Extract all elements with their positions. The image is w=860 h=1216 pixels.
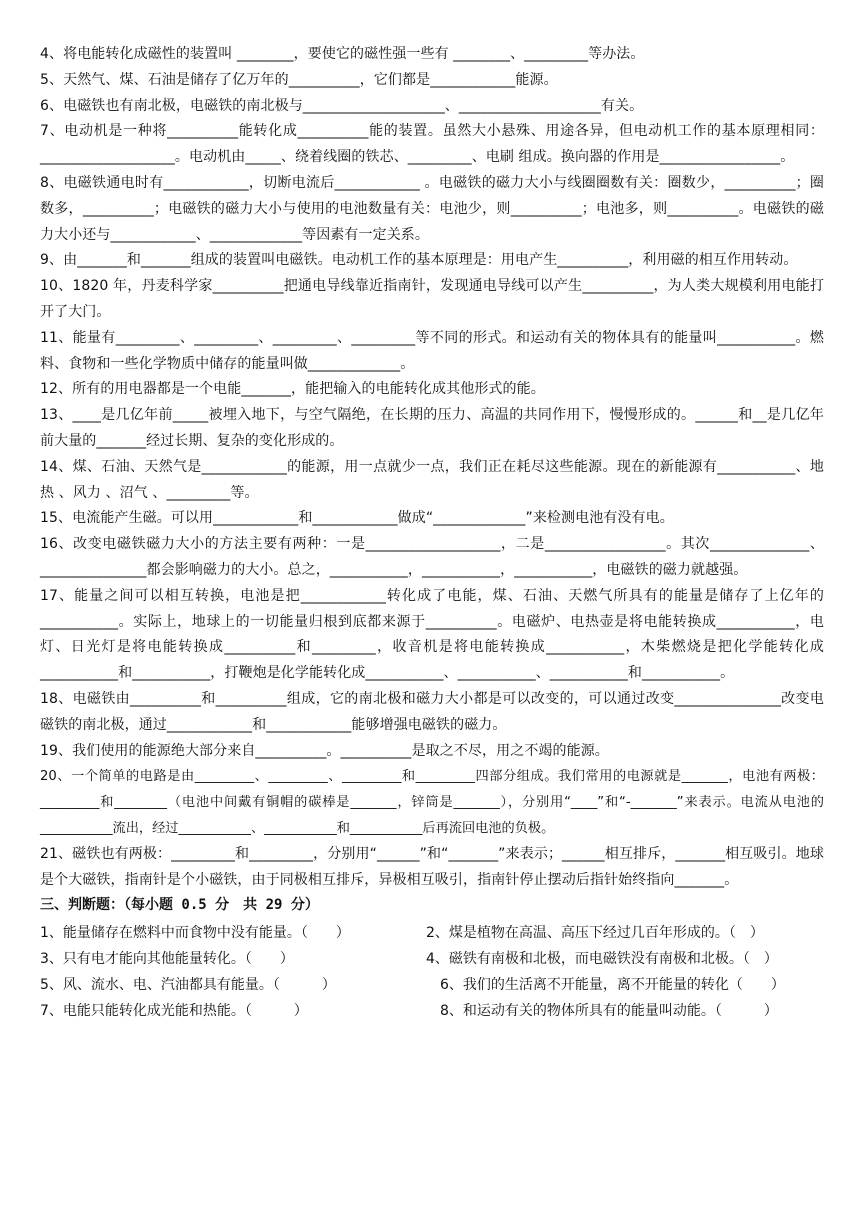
judgment-item: 2、煤是植物在高温、高压下经过几百年形成的。（ ） <box>426 925 764 942</box>
question-15: 15、电流能产生磁。可以用____________和____________做成“_____________”来检测电池有没有电。 <box>40 510 674 527</box>
question-14: 14、煤、石油、天然气是____________的能源，用一点就少一点，我们正在耗尽这些能源。现在的新能源有___________、地热 、风力 、沼气 、_________等。 <box>40 458 824 501</box>
judgment-item: 4、磁铁有南极和北极，而电磁铁没有南极和北极。（ ） <box>426 951 778 968</box>
question-6: 6、电磁铁也有南北极，电磁铁的南北极与____________________、____________________有关。 <box>40 97 644 114</box>
question-10: 10、1820 年，丹麦科学家__________把通电导线靠近指南针，发现通电导线可以产生__________，为人类大规模利用电能打开了大门。 <box>40 278 824 320</box>
question-4: 4、将电能转化成磁性的装置叫 ________，要使它的磁性强一些有 ________、_________等办法。 <box>40 46 645 62</box>
judgment-row <box>40 971 824 997</box>
worksheet-page <box>40 42 824 1023</box>
judgment-item: 6、我们的生活离不开能量，离不开能量的转化（ ） <box>426 977 785 994</box>
question-16: 16、改变电磁铁磁力大小的方法主要有两种：一是___________________，二是_________________。其次______________、_______________都会影响磁力的大小。总之，___________，___________，___________，电磁铁的磁力就越强。 <box>40 536 824 578</box>
question-11: 11、能量有_________、_________、_________、_________等不同的形式。和运动有关的物体具有的能量叫___________。燃料、食物和一些化学物质中储存的能量叫做_____________。 <box>40 329 824 372</box>
judgment-row <box>40 919 824 945</box>
question-12: 12、所有的用电器都是一个电能_______，能把输入的电能转化成其他形式的能。 <box>40 381 545 398</box>
judgment-item: 1、能量储存在燃料中而食物中没有能量。（ ） <box>40 925 350 942</box>
judgment-item: 3、只有电才能向其他能量转化。（ ） <box>40 951 294 968</box>
judgment-row <box>40 997 824 1023</box>
question-5: 5、天然气、煤、石油是储存了亿万年的__________，它们都是____________能源。 <box>40 71 558 88</box>
section-title-judgment: 三、判断题：（每小题 0.5 分 共 29 分） <box>40 897 319 914</box>
question-21: 21、磁铁也有两极：_________和_________，分别用“______”和“_______”来表示；______相互排斥，_______相互吸引。地球是个大磁铁，指南针是个小磁铁，由于同极相互排斥，异极相互吸引，指南针停止摆动后指针始终指向_______。 <box>40 845 824 888</box>
question-13: 13、____是几亿年前_____被埋入地下，与空气隔绝，在长期的压力、高温的共同作用下，慢慢形成的。______和__是几亿年前大量的_______经过长期、复杂的变化形成的。 <box>40 407 824 449</box>
question-18: 18、电磁铁由__________和__________组成，它的南北极和磁力大小都是可以改变的，可以通过改变_______________改变电磁铁的南北极，通过____________和____________能够增强电磁铁的磁力。 <box>40 690 824 733</box>
question-9: 9、由_______和_______组成的装置叫电磁铁。电动机工作的基本原理是：用电产生__________，利用磁的相互作用转动。 <box>40 252 798 269</box>
question-17: 17、能量之间可以相互转换，电池是把____________转化成了电能，煤、石油、天燃气所具有的能量是储存了上亿年的___________。实际上，地球上的一切能量归根到底都来源于__________。电磁炉、电热壶是将电能转换成___________，电灯、日光灯是将电能转换成__________和_________，收音机是将电能转换成___________，木柴燃烧是把化学能转化成___________和___________，打鞭炮是化学能转化成___________、___________、___________和___________。 <box>40 587 824 682</box>
question-19: 19、我们使用的能源绝大部分来自__________。__________是取之不尽，用之不竭的能源。 <box>40 742 609 759</box>
judgment-item: 7、电能只能转化成光能和热能。（ ） <box>40 1003 308 1020</box>
question-7: 7、电动机是一种将__________能转化成__________能的装置。虽然大小悬殊、用途各异，但电动机工作的基本原理相同：___________________。电动机由_____、绕着线圈的铁芯、_________、电刷 组成。换向器的作用是_________________。 <box>40 123 824 166</box>
judgment-row <box>40 945 824 971</box>
judgment-item: 5、风、流水、电、汽油都具有能量。（ ） <box>40 977 336 994</box>
question-8: 8、电磁铁通电时有____________，切断电流后____________ 。电磁铁的磁力大小与线圈圈数有关：圈数少，__________；圈数多，__________；电磁铁的磁力大小与使用的电池数量有关：电池少，则__________；电池多，则__________。电磁铁的磁力大小还与____________、_____________等因素有一定关系。 <box>40 174 824 243</box>
question-20: 20、一个简单的电路是由_________、_________、_________和_________四部分组成。我们常用的电源就是_______，电池有两极：_________和________（电池中间戴有铜帽的碳棒是_______，锌筒是_______），分别用“____”和“-_______”来表示。电流从电池的___________流出，经过___________、___________和___________后再流回电池的负极。 <box>40 769 824 836</box>
judgment-item: 8、和运动有关的物体所具有的能量叫动能。（ ） <box>426 1003 778 1020</box>
